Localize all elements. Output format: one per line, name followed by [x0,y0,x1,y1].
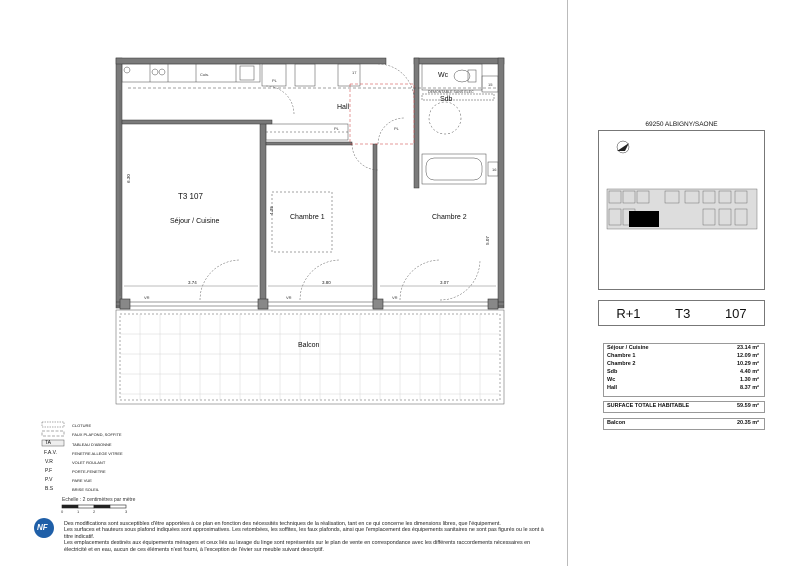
dim-380: 3.80 [322,280,331,285]
area-row: Hall 8.37 m² [607,385,759,391]
label-16: 16 [492,167,497,172]
label-17: 17 [352,70,357,75]
label-demontable: DEMONTABLE SANS ELEC [428,90,474,94]
top-wall [116,58,386,64]
room-wc: Wc [438,72,449,79]
notes [64,521,544,553]
room-hall: Hall [337,104,350,111]
label-cuisine: Cuis. [200,72,210,77]
dim-307: 3.07 [440,280,449,285]
legend-faux-plafond: FAUX PLAFOND, SOFFITE [72,432,122,437]
legend-brise-soleil: BRISE SOLEIL [72,487,100,492]
scale-tick-2: 2 [93,509,96,514]
dim-507: 5.07 [484,236,490,245]
wall-chambre1-right [373,144,377,308]
legend-cloture: CLOTURE [72,423,92,428]
right-wall [498,58,504,308]
highlighted-unit [629,211,659,227]
room-chambre2: Chambre 2 [432,214,467,221]
legend-key-vr: V.R [45,459,53,465]
scale-tick-1: 1 [77,509,80,514]
dim-435: 4.35 [268,206,274,215]
legend-tableau: TABLEAU D'ABONNE [72,442,112,447]
dim-630: 6.30 [125,174,131,183]
dim-374: 3.74 [188,280,197,285]
facade [116,299,504,309]
hall-zone [350,84,414,144]
area-row: Sdb 4.40 m² [607,369,759,375]
room-chambre1: Chambre 1 [290,214,325,221]
label-15: 15 [488,82,493,87]
legend-key-pf: P.F [45,468,53,474]
legend-porte-fenetre: PORTE-FENETRE [72,469,106,474]
total-row: SURFACE TOTALE HABITABLE 59.59 m² [607,403,759,409]
note-1: Des modifications sont susceptibles d'être apportées à ce plan en fonction des nécessités techniques de la réalisation, tant en ce qui concerne les dimensions libres, que l'équipement. [64,521,501,527]
unit-type: T3 [675,305,691,321]
site-map [599,131,764,289]
legend-fenetre: FENETRE ALLEGE VITREE [72,451,123,456]
scale-text: Echelle : 2 centimètres par mètre [62,497,136,503]
balcony [116,310,504,404]
location-label: 69250 ALBIGNY/SAONE [645,121,718,128]
area-row: Chambre 2 10.29 m² [607,361,759,367]
label-pl-3: PL [394,126,399,131]
legend-pare-vue: PARE VUE [72,478,92,483]
legend-key-fav: F.A.V. [44,450,57,456]
label-vr-3: VR [392,295,398,300]
left-wall [116,58,122,308]
legend-key-ta: TA [45,440,52,446]
unit-level: R+1 [616,305,641,321]
unit-header [598,300,765,326]
balcon-row: Balcon 20.35 m² [607,420,759,426]
door-swings [200,64,480,300]
note-2: Les surfaces et hauteurs sous plafond indiquées sont approximatives. Les retombées, les soffites, les faux plafonds, ainsi que l'emplacement des équipements sanitaires ne sont pas figurés ou le sont à titre indicatif. [64,527,544,540]
wall-hall-chambre1 [266,142,352,145]
divider [567,0,568,566]
label-vr-2: VR [286,295,292,300]
compass-icon [617,141,629,153]
label-pl-1: PL [272,78,277,83]
note-3: Les emplacements destinés aux équipements ménagers et ceux liés au lavage du linge sont représentés sur le plan de vente en correspondance avec les différents raccordements nécessaires en électricité et en eau, aucun de ces éléments n'est fourni, à l'exception de l'évier sur meuble suivant descriptif. [64,540,531,553]
label-vr-1: VR [144,295,150,300]
top-wall-right [414,58,504,64]
area-row: Chambre 1 12.09 m² [607,353,759,359]
legend-key-bs: B.S [45,486,54,492]
sanitary [422,64,498,184]
area-row: Séjour / Cuisine 23.14 m² [607,345,759,351]
room-sdb: Sdb [440,96,453,103]
scale-bar [62,505,126,508]
label-pl-2: PL [334,126,339,131]
wall-sdb-left [414,58,419,188]
room-sejour: Séjour / Cuisine [170,218,220,225]
legend-key-pv: P.V [45,477,53,483]
wall-sejour-hall [122,120,272,124]
room-balcon: Balcon [298,342,320,349]
wall-chambre1-left [260,122,266,308]
nf-logo: NF [37,523,48,532]
scale-tick-3: 3 [125,509,128,514]
unit-label: T3 107 [178,192,203,201]
scale-tick-0: 0 [61,509,64,514]
location-panel [598,121,765,290]
unit-number: 107 [724,305,747,321]
legend-volet: VOLET ROULANT [72,460,106,465]
area-row: Wc 1.30 m² [607,377,759,383]
